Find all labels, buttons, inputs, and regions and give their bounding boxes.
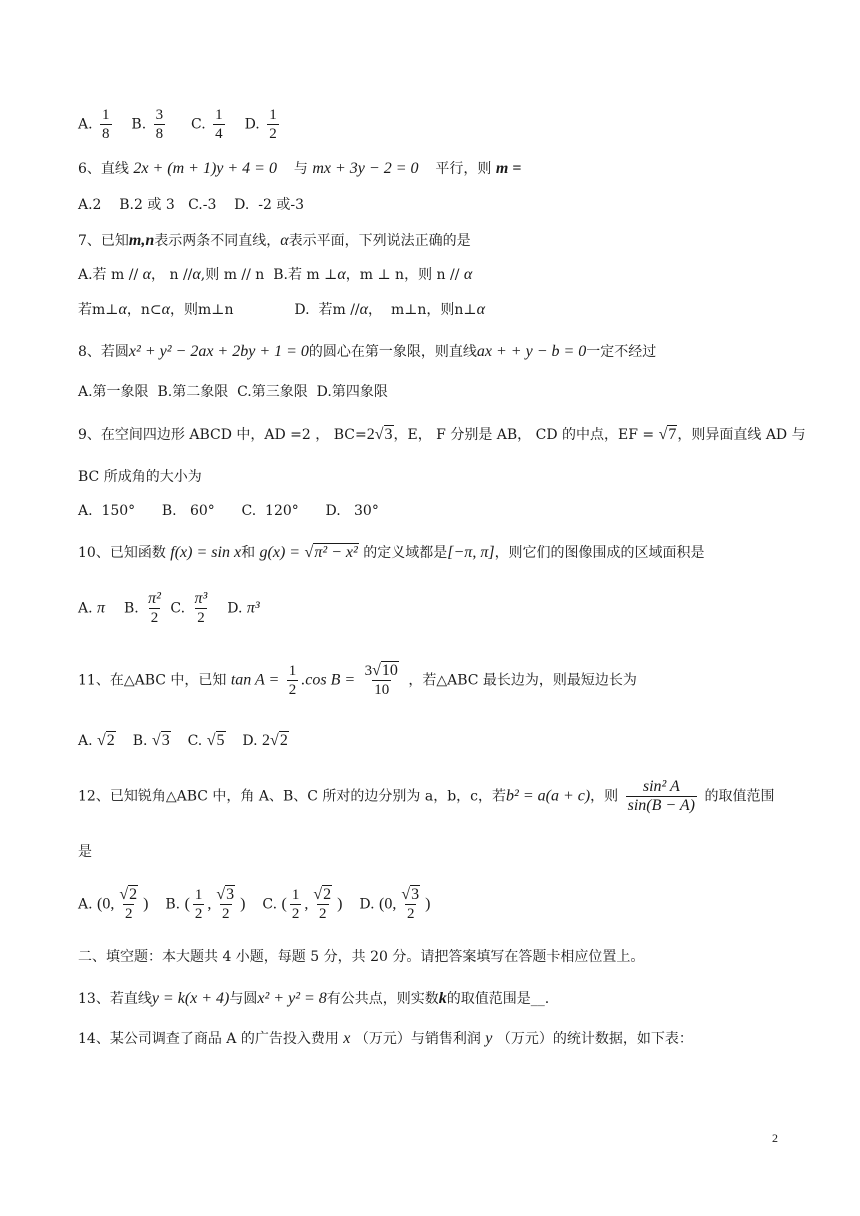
question-6-options: A.2 B.2 或 3 C.-3 D. -2 或-3 [78, 197, 304, 213]
question-14: 14、某公司调查了商品 A 的广告投入费用 x （万元）与销售利润 y （万元）的统计数据，如下表： [78, 1030, 693, 1047]
equation: g(x) = [259, 544, 301, 561]
fraction: $\frac{√2}{2}$ [119, 886, 138, 922]
fraction: $\frac{√2}{2}$ [313, 886, 332, 922]
sqrt: √7 [658, 426, 677, 443]
equation: x² + y² = 8 [257, 990, 327, 1007]
fraction: $\frac{3}{8}$ [155, 107, 164, 142]
question-9: 9、在空间四边形 ABCD 中，AD =2 ， BC=2√3，E， F 分别是 AB， CD 的中点，EF = √7，则异面直线 AD 与 [78, 426, 806, 443]
fraction: $\frac{√3}{2}$ [401, 886, 420, 922]
sqrt: √2 [270, 732, 288, 749]
sqrt: √2 [97, 732, 115, 749]
option-label: D. [244, 116, 260, 133]
option-label: A. [78, 116, 93, 133]
equation: mx + 3y − 2 = 0 [312, 160, 419, 177]
question-8: 8、若圆x² + y² − 2ax + 2by + 1 = 0的圆心在第一象限，则直线ax + + y − b = 0一定不经过 [78, 343, 657, 360]
question-12-line2: 是 [78, 844, 92, 860]
question-6: 6、直线 2x + (m + 1)y + 4 = 0 与 mx + 3y − 2 = 0 平行，则 m = [78, 160, 522, 177]
question-12-options: A. (0, $\frac{√2}{2}$ ) B. ( $\frac{1}{2}$ , $\frac{√3}{2}$ ) C. ( $\frac{1}{2}$ , $\frac{√2}{2}$ ) D. (0, $\frac{√3}{2}$ ) [78, 886, 431, 922]
option-label: C. [191, 116, 206, 133]
sqrt: √3 [151, 732, 170, 749]
fraction: $\frac{3√10}{10}$ [364, 662, 398, 698]
question-9-line2: BC 所成角的大小为 [78, 469, 202, 485]
fraction: $\frac{1}{4}$ [215, 107, 223, 142]
question-7-options-ab: A.若 m // α， n //α,则 m // n B.若 m ⊥α，m ⊥ n，则 n // α [78, 266, 473, 283]
fraction: $\frac{√3}{2}$ [216, 886, 235, 922]
fraction: $\frac{1}{2}$ [269, 107, 277, 142]
equation: ax + + y − b = 0 [476, 343, 587, 360]
equation: y = k(x + 4) [151, 990, 230, 1007]
fraction: $\frac{\text{sin² A}}{\sin(B - A)}$ [627, 778, 696, 814]
question-7-options-cd: 若m⊥α，n⊂α，则m⊥n D. 若m //α， m⊥n，则n⊥α [78, 301, 485, 318]
q5-options [78, 106, 282, 143]
question-12: 12、已知锐角△ABC 中，角 A、B、C 所对的边分别为 a，b，c，若b² = a(a + c)，则 $\frac{\text{sin² A}}{\sin(B - A)}$ 的取值范围 [78, 778, 775, 814]
fraction: $\frac{1}{2}$ [288, 663, 297, 698]
equation: f(x) = sin x [170, 544, 242, 561]
section-heading: 二、填空题：本大题共 4 小题，每题 5 分，共 20 分。请把答案填写在答题卡相应位置上。 [78, 949, 645, 965]
equation: 2x + (m + 1)y + 4 = 0 [133, 160, 277, 177]
question-13: 13、若直线y = k(x + 4)与圆x² + y² = 8有公共点，则实数k的取值范围是__. [78, 990, 550, 1007]
fraction: $\frac{\text{π³}}{2}$ [194, 590, 208, 626]
fraction: $\frac{1}{2}$ [291, 887, 300, 922]
fraction: $\frac{1}{8}$ [102, 107, 110, 142]
option-label: B. [131, 116, 147, 133]
page-number: 2 [772, 1131, 778, 1145]
question-9-options: A. 150° B. 60° C. 120° D. 30° [78, 503, 379, 519]
sqrt: √5 [206, 732, 225, 749]
question-10-options: A. π B. $\frac{\text{π²}}{2}$ C. $\frac{\text{π³}}{2}$ D. π³ [78, 590, 260, 626]
question-10: 10、已知函数 f(x) = sin x和 g(x) = √π² − x² 的定义域都是[−π, π]，则它们的图像围成的区域面积是 [78, 544, 705, 561]
question-7: 7、已知m,n表示两条不同直线，α表示平面，下列说法正确的是 [78, 232, 471, 249]
sqrt: √3 [374, 426, 393, 443]
equation: x² + y² − 2ax + 2by + 1 = 0 [128, 343, 309, 360]
question-11: 11、在△ABC 中，已知 tan A = $\frac{1}{2}$ .cos B = $\frac{3√10}{10}$ ，若△ABC 最长边为，则最短边长为 [78, 662, 637, 698]
fraction: $\frac{\text{π²}}{2}$ [148, 590, 161, 626]
question-11-options: A. √2 B. √3 C. √5 D. 2√2 [78, 732, 288, 749]
question-8-options: A.第一象限 B.第二象限 C.第三象限 D.第四象限 [78, 384, 388, 400]
equation: b² = a(a + c) [506, 787, 591, 805]
fraction: $\frac{1}{2}$ [194, 887, 203, 922]
sqrt: √π² − x² [304, 544, 358, 561]
